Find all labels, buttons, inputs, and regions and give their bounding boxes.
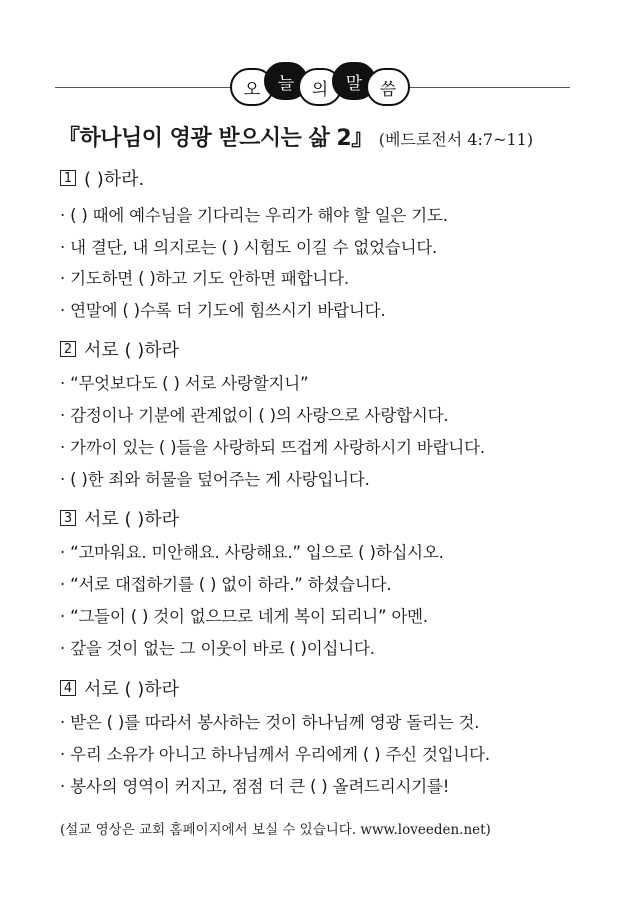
- list-item: · 내 결단, 내 의지로는 ( ) 시험도 이길 수 없었습니다.: [60, 238, 438, 257]
- sermon-title-row: [58, 121, 533, 152]
- section-number: 4: [60, 680, 76, 696]
- footer-note: (설교 영상은 교회 홈페이지에서 보실 수 있습니다. www.loveeden.net): [60, 822, 491, 838]
- list-item: · 갚을 것이 없는 그 이웃이 바로 ( )이십니다.: [60, 639, 375, 658]
- scripture-reference: (베드로전서 4:7~11): [378, 130, 534, 149]
- sermon-title: 『하나님이 영광 받으시는 삶 2』: [58, 126, 373, 151]
- list-item: · ( ) 때에 예수님을 기다리는 우리가 해야 할 일은 기도.: [60, 206, 448, 225]
- section-number: 3: [60, 510, 76, 526]
- list-item: · 우리 소유가 아니고 하나님께서 우리에게 ( ) 주신 것입니다.: [60, 745, 490, 764]
- list-item: · 감정이나 기분에 관계없이 ( )의 사랑으로 사랑합시다.: [60, 406, 449, 425]
- header-char-1: 오: [230, 68, 274, 106]
- section-number: 2: [60, 341, 76, 357]
- section-heading-text: 서로 ( )하라: [84, 509, 180, 530]
- list-item: · “무엇보다도 ( ) 서로 사랑할지니”: [60, 374, 309, 393]
- section-1-heading: [60, 165, 144, 191]
- list-item: · ( )한 죄와 허물을 덮어주는 게 사랑입니다.: [60, 470, 370, 489]
- list-item: · “서로 대접하기를 ( ) 없이 하라.” 하셨습니다.: [60, 575, 392, 594]
- list-item: · “고마워요. 미안해요. 사랑해요.” 입으로 ( )하십시오.: [60, 543, 444, 562]
- header-char-2: 늘: [264, 62, 308, 100]
- section-number: 1: [60, 170, 76, 186]
- section-heading-text: ( )하라.: [84, 169, 145, 190]
- section-3-heading: [60, 505, 179, 531]
- header-rule-left: [55, 87, 235, 88]
- section-2-heading: [60, 336, 179, 362]
- header-char-5: 씀: [366, 68, 410, 106]
- header-char-3: 의: [298, 68, 342, 106]
- header-rule-right: [405, 87, 570, 88]
- section-heading-text: 서로 ( )하라: [84, 679, 180, 700]
- list-item: · “그들이 ( ) 것이 없으므로 네게 복이 되리니” 아멘.: [60, 607, 428, 626]
- list-item: · 기도하면 ( )하고 기도 안하면 패합니다.: [60, 269, 349, 288]
- list-item: · 가까이 있는 ( )들을 사랑하되 뜨겁게 사랑하시기 바랍니다.: [60, 438, 485, 457]
- list-item: · 연말에 ( )수록 더 기도에 힘쓰시기 바랍니다.: [60, 301, 386, 320]
- header-char-4: 말: [332, 62, 376, 100]
- section-heading-text: 서로 ( )하라: [84, 340, 180, 361]
- list-item: · 받은 ( )를 따라서 봉사하는 것이 하나님께 영광 돌리는 것.: [60, 713, 480, 732]
- section-4-heading: [60, 675, 179, 701]
- list-item: · 봉사의 영역이 커지고, 점점 더 큰 ( ) 올려드리시기를!: [60, 777, 450, 796]
- header-badge: [230, 62, 410, 112]
